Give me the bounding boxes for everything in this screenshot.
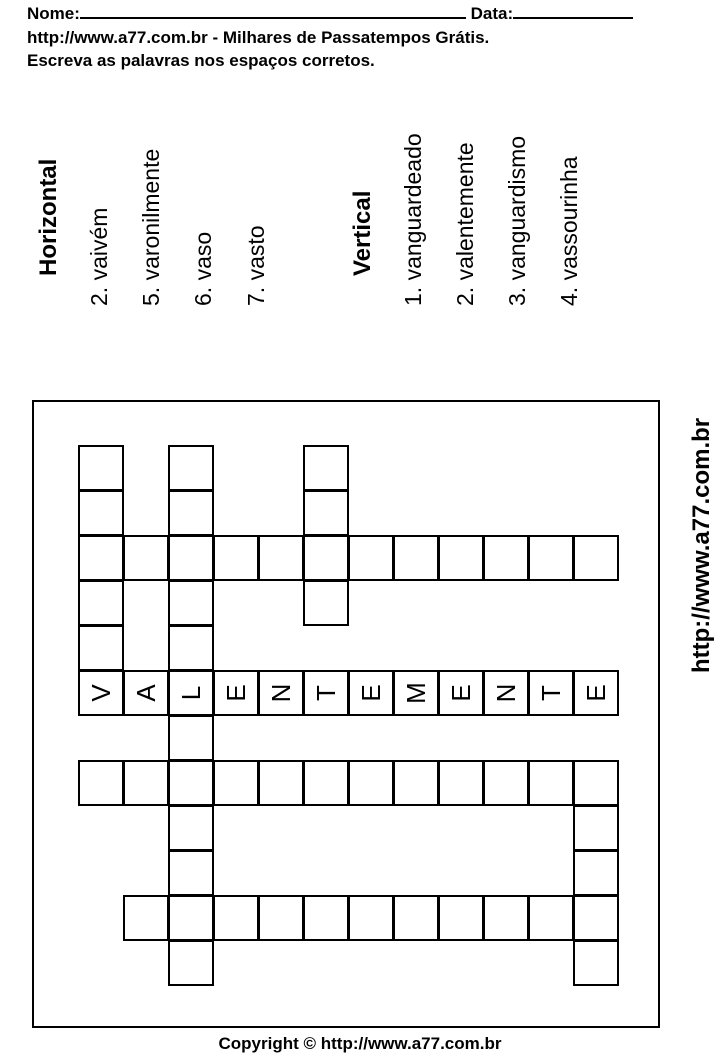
name-field[interactable] [80, 3, 466, 19]
given-letter: E [356, 684, 386, 702]
given-letter: N [491, 683, 521, 703]
horizontal-clues-title: Horizontal [35, 158, 62, 276]
grid-cell[interactable] [303, 445, 349, 491]
given-letter: T [311, 685, 341, 701]
grid-cell[interactable] [123, 760, 169, 806]
date-label: Data: [470, 4, 514, 23]
grid-cell[interactable] [303, 670, 349, 716]
clue-number: 2. [86, 286, 112, 306]
clue-word: vasto [243, 225, 269, 281]
given-letter: A [131, 684, 161, 702]
grid-cell[interactable] [573, 760, 619, 806]
grid-cell[interactable] [168, 535, 214, 581]
grid-cell[interactable] [78, 490, 124, 536]
grid-cell[interactable] [258, 535, 304, 581]
grid-cell[interactable] [123, 895, 169, 941]
grid-cell[interactable] [168, 895, 214, 941]
grid-cell[interactable] [393, 670, 439, 716]
grid-cell[interactable] [78, 670, 124, 716]
grid-cell[interactable] [303, 535, 349, 581]
name-label: Nome: [27, 4, 80, 23]
vertical-clue [504, 136, 530, 306]
grid-cell[interactable] [213, 535, 259, 581]
clue-word: vanguardismo [504, 135, 530, 281]
grid-cell[interactable] [528, 760, 574, 806]
clue-word: vaivém [86, 207, 112, 281]
grid-cell[interactable] [348, 535, 394, 581]
name-date-line [27, 3, 633, 24]
grid-cell[interactable] [573, 850, 619, 896]
grid-cell[interactable] [123, 670, 169, 716]
grid-cell[interactable] [78, 580, 124, 626]
grid-cell[interactable] [573, 670, 619, 716]
grid-cell[interactable] [258, 670, 304, 716]
given-letter: E [581, 684, 611, 702]
grid-cell[interactable] [78, 535, 124, 581]
grid-cell[interactable] [438, 670, 484, 716]
grid-cell[interactable] [123, 535, 169, 581]
horizontal-clue [86, 208, 112, 306]
grid-cell[interactable] [303, 760, 349, 806]
grid-cell[interactable] [393, 535, 439, 581]
given-letter: M [401, 682, 431, 704]
grid-cell[interactable] [168, 625, 214, 671]
grid-cell[interactable] [168, 670, 214, 716]
clue-word: valentemente [452, 142, 478, 281]
grid-cell[interactable] [438, 895, 484, 941]
clue-number: 3. [504, 286, 530, 306]
grid-cell[interactable] [213, 760, 259, 806]
vertical-clue [400, 133, 426, 306]
grid-cell[interactable] [258, 895, 304, 941]
grid-cell[interactable] [528, 895, 574, 941]
grid-cell[interactable] [213, 895, 259, 941]
grid-cell[interactable] [78, 445, 124, 491]
grid-cell[interactable] [168, 445, 214, 491]
vertical-clue [452, 142, 478, 306]
grid-cell[interactable] [573, 805, 619, 851]
grid-cell[interactable] [213, 670, 259, 716]
horizontal-clue [243, 225, 269, 306]
grid-cell[interactable] [438, 535, 484, 581]
grid-cell[interactable] [438, 760, 484, 806]
grid-cell[interactable] [573, 940, 619, 986]
given-letter: L [176, 685, 206, 701]
site-line: http://www.a77.com.br - Milhares de Passatempos Grátis. [27, 28, 490, 47]
vertical-clue [556, 156, 582, 306]
grid-cell[interactable] [168, 580, 214, 626]
grid-cell[interactable] [573, 535, 619, 581]
grid-cell[interactable] [483, 895, 529, 941]
horizontal-clue [138, 149, 164, 306]
grid-cell[interactable] [393, 895, 439, 941]
clue-number: 2. [452, 286, 478, 306]
grid-cell[interactable] [483, 670, 529, 716]
grid-cell[interactable] [168, 490, 214, 536]
grid-cell[interactable] [483, 760, 529, 806]
clue-number: 5. [138, 286, 164, 306]
grid-cell[interactable] [258, 760, 304, 806]
grid-cell[interactable] [393, 760, 439, 806]
given-letter: V [86, 684, 116, 702]
grid-cell[interactable] [348, 760, 394, 806]
grid-cell[interactable] [168, 760, 214, 806]
given-letter: T [536, 685, 566, 701]
grid-cell[interactable] [303, 895, 349, 941]
grid-cell[interactable] [168, 805, 214, 851]
given-letter: E [221, 684, 251, 702]
given-letter: N [266, 683, 296, 703]
vertical-clues-title: Vertical [349, 190, 376, 276]
clue-word: vassourinha [556, 156, 582, 281]
grid-cell[interactable] [348, 895, 394, 941]
grid-cell[interactable] [168, 850, 214, 896]
grid-cell[interactable] [348, 670, 394, 716]
instruction-text: Escreva as palavras nos espaços corretos. [27, 51, 375, 70]
grid-cell[interactable] [168, 715, 214, 761]
grid-cell[interactable] [528, 670, 574, 716]
clue-number: 1. [400, 286, 426, 306]
grid-cell[interactable] [78, 625, 124, 671]
side-url-text: http://www.a77.com.br [688, 417, 715, 673]
copyright-footer: Copyright © http://www.a77.com.br [218, 1034, 502, 1053]
grid-cell[interactable] [573, 895, 619, 941]
grid-cell[interactable] [303, 580, 349, 626]
grid-cell[interactable] [528, 535, 574, 581]
date-field[interactable] [513, 3, 633, 19]
grid-cell[interactable] [483, 535, 529, 581]
clue-number: 7. [243, 286, 269, 306]
clue-number: 4. [556, 286, 582, 306]
grid-cell[interactable] [78, 760, 124, 806]
clue-word: varonilmente [138, 148, 164, 281]
clue-number: 6. [190, 286, 216, 306]
clue-word: vaso [190, 231, 216, 281]
grid-cell[interactable] [303, 490, 349, 536]
grid-cell[interactable] [168, 940, 214, 986]
horizontal-clue [190, 232, 216, 306]
clue-word: vanguardeado [400, 133, 426, 281]
given-letter: E [446, 684, 476, 702]
